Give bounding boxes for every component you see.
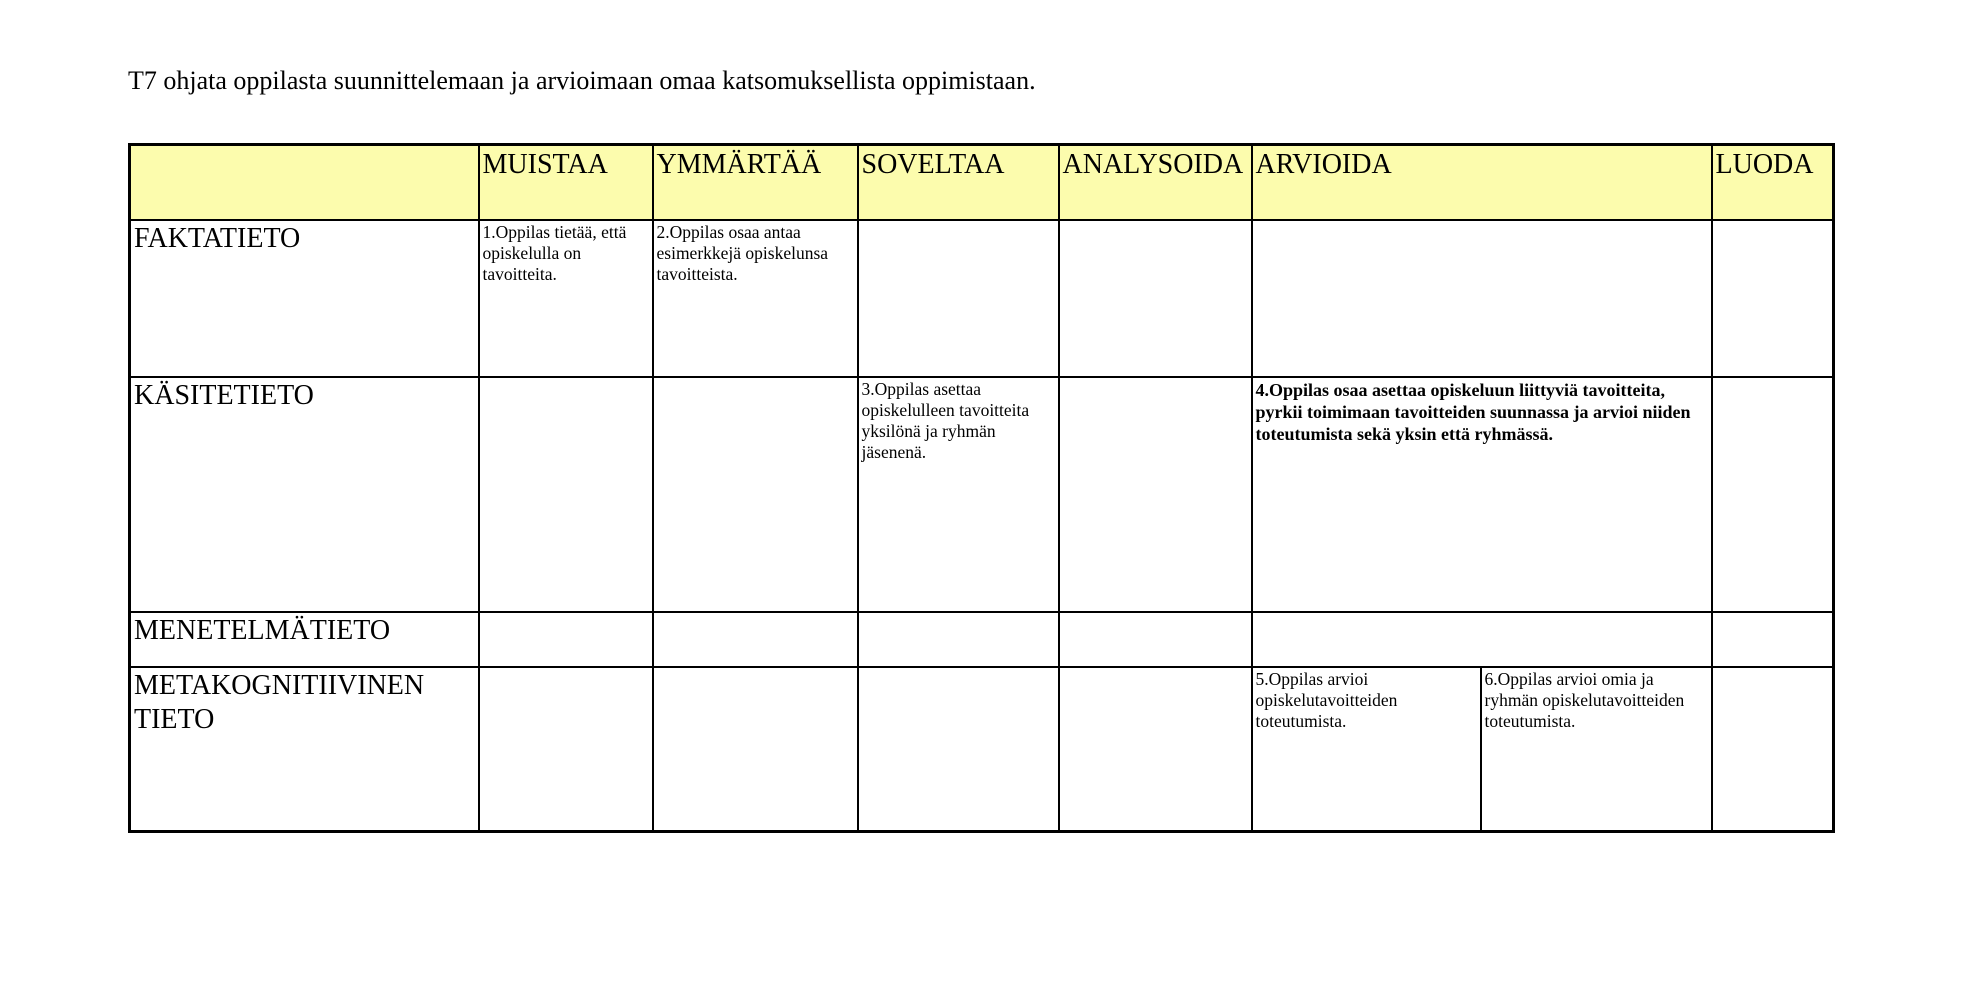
cell-metakognitiivinen-arvioida-left: 5.Oppilas arvioi opiskelutavoitteiden toteutumista. xyxy=(1252,667,1481,832)
empty-cell xyxy=(1252,612,1712,667)
column-header-analysoida: ANALYSOIDA xyxy=(1059,145,1252,220)
document-title: T7 ohjata oppilasta suunnittelemaan ja arvioimaan omaa katsomuksellista oppimistaan. xyxy=(128,66,1036,95)
cell-metakognitiivinen-arvioida-right: 6.Oppilas arvioi omia ja ryhmän opiskelutavoitteiden toteutumista. xyxy=(1481,667,1712,832)
empty-cell xyxy=(858,612,1059,667)
row-label-faktatieto: FAKTATIETO xyxy=(130,220,479,377)
empty-cell xyxy=(1712,377,1834,612)
empty-cell xyxy=(1059,220,1252,377)
row-label-metakognitiivinen-tieto: METAKOGNITIIVINEN TIETO xyxy=(130,667,479,832)
empty-cell xyxy=(858,220,1059,377)
empty-cell xyxy=(653,612,858,667)
column-header-soveltaa: SOVELTAA xyxy=(858,145,1059,220)
row-label-menetelmatieto: MENETELMÄTIETO xyxy=(130,612,479,667)
empty-cell xyxy=(479,377,653,612)
empty-cell xyxy=(479,667,653,832)
cell-kasitetieto-arvioida: 4.Oppilas osaa asettaa opiskeluun liittyviä tavoitteita, pyrkii toimimaan tavoitteiden suunnassa ja arvioi niiden toteutumista sekä yksin että ryhmässä. xyxy=(1252,377,1712,612)
empty-cell xyxy=(1712,667,1834,832)
table-row-kasitetieto xyxy=(130,377,1834,612)
empty-cell xyxy=(1712,220,1834,377)
table-row-faktatieto xyxy=(130,220,1834,377)
taxonomy-table xyxy=(128,143,1835,833)
column-header-muistaa: MUISTAA xyxy=(479,145,653,220)
empty-cell xyxy=(1712,612,1834,667)
column-header-arvioida: ARVIOIDA xyxy=(1252,145,1712,220)
cell-faktatieto-muistaa: 1.Oppilas tietää, että opiskelulla on tavoitteita. xyxy=(479,220,653,377)
table-header-row xyxy=(130,145,1834,220)
table-row-metakognitiivinen-tieto xyxy=(130,667,1834,832)
empty-cell xyxy=(1059,667,1252,832)
table-row-menetelmatieto xyxy=(130,612,1834,667)
row-label-kasitetieto: KÄSITETIETO xyxy=(130,377,479,612)
empty-cell xyxy=(479,612,653,667)
empty-cell xyxy=(1059,612,1252,667)
empty-cell xyxy=(1252,220,1712,377)
column-header-luoda: LUODA xyxy=(1712,145,1834,220)
empty-cell xyxy=(858,667,1059,832)
cell-kasitetieto-soveltaa: 3.Oppilas asettaa opiskelulleen tavoitteita yksilönä ja ryhmän jäsenenä. xyxy=(858,377,1059,612)
empty-cell xyxy=(653,377,858,612)
column-header-empty xyxy=(130,145,479,220)
empty-cell xyxy=(653,667,858,832)
column-header-ymmartaa: YMMÄRTÄÄ xyxy=(653,145,858,220)
empty-cell xyxy=(1059,377,1252,612)
cell-faktatieto-ymmartaa: 2.Oppilas osaa antaa esimerkkejä opiskelunsa tavoitteista. xyxy=(653,220,858,377)
